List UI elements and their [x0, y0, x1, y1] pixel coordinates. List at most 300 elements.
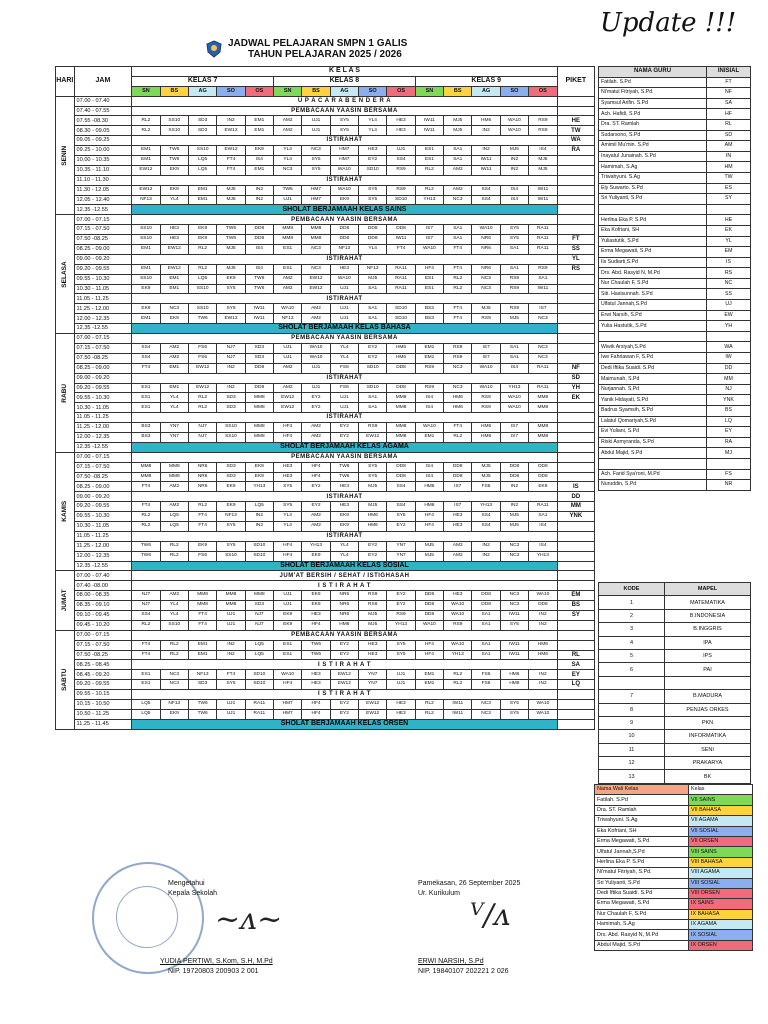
time-slot: 07.15 - 07.50: [74, 462, 132, 472]
schedule-row: [56, 719, 595, 729]
schedule-row: [56, 462, 595, 472]
homeroom-class: VII BAHASA: [689, 805, 753, 815]
schedule-cell: EK9: [245, 146, 273, 156]
schedule-cell: YN7: [387, 541, 415, 551]
event-banner: ISTIRAHAT: [132, 531, 557, 541]
duty-teacher: [557, 185, 594, 195]
schedule-cell: RL2: [415, 185, 443, 195]
schedule-row: [56, 561, 595, 571]
stream-header: SN: [415, 86, 443, 96]
schedule-cell: UJ1: [217, 709, 245, 719]
schedule-cell: NC3: [529, 314, 558, 324]
teacher-name: Abdul Majid, S.Pd: [599, 448, 707, 459]
duty-teacher: [557, 700, 594, 710]
teacher-initial: TW: [707, 172, 751, 183]
event-banner: PEMBACAAN YAASIN BERSAMA: [132, 630, 557, 640]
duty-teacher: [557, 314, 594, 324]
schedule-cell: MJ5: [529, 156, 558, 166]
schedule-cell: UJ1: [302, 126, 330, 136]
schedule-cell: RS9: [529, 116, 558, 126]
subject-row: [599, 743, 751, 756]
schedule-cell: ES1: [132, 393, 160, 403]
schedule-cell: NC3: [160, 670, 188, 680]
schedule-cell: RS9: [529, 126, 558, 136]
schedule-cell: YL4: [274, 146, 302, 156]
schedule-cell: YL4: [330, 541, 358, 551]
schedule-cell: EM1: [415, 432, 443, 442]
homeroom-class: VII ORSEN: [689, 836, 753, 846]
teacher-name: Wiwik Arsiyah,S.Pd: [599, 342, 707, 353]
teacher-initial: MM: [707, 374, 751, 385]
subject-name: B.INDONESIA: [665, 609, 751, 622]
schedule-cell: IS4: [529, 521, 558, 531]
teacher-name: Erma Megawati, S.Pd: [599, 247, 707, 258]
teacher-name: Ach. Hafidi, S.Pd: [599, 109, 707, 120]
schedule-row: [56, 353, 595, 363]
duty-teacher: [557, 630, 594, 640]
event-banner: ISTIRAHAT: [132, 136, 557, 146]
schedule-cell: WA10: [444, 601, 472, 611]
schedule-cell: HE3: [302, 680, 330, 690]
schedule-cell: ES1: [415, 284, 443, 294]
schedule-cell: WA10: [529, 591, 558, 601]
duty-teacher: [557, 620, 594, 630]
stream-header: OS: [387, 86, 415, 96]
duty-teacher: [557, 274, 594, 284]
schedule-cell: RS9: [387, 185, 415, 195]
schedule-cell: SS10: [217, 432, 245, 442]
duty-teacher: EM: [557, 591, 594, 601]
schedule-cell: HM6: [415, 482, 443, 492]
schedule-cell: IN2: [472, 541, 500, 551]
schedule-cell: HM6: [472, 423, 500, 433]
duty-teacher: [557, 106, 594, 116]
duty-teacher: [557, 432, 594, 442]
event-banner: PEMBACAAN YAASIN BERSAMA: [132, 452, 557, 462]
schedule-row: [56, 136, 595, 146]
schedule-cell: DD8: [387, 383, 415, 393]
schedule-cell: SY5: [217, 680, 245, 690]
schedule-cell: RS9: [415, 363, 443, 373]
schedule-cell: HM6: [472, 116, 500, 126]
schedule-cell: IN2: [500, 502, 528, 512]
schedule-cell: IN2: [500, 482, 528, 492]
schedule-cell: AM2: [274, 363, 302, 373]
event-banner: ISTIRAHAT: [132, 294, 557, 304]
headmaster-name: YUDIA PERTIWI, S.Kom, S.H, M.Pd: [160, 958, 273, 965]
left-sign-label1: Mengetahui: [168, 880, 205, 887]
schedule-row: [56, 343, 595, 353]
schedule-row: [56, 215, 595, 225]
subject-name: PKN: [665, 716, 751, 729]
schedule-cell: SA1: [359, 393, 387, 403]
schedule-cell: MJ5: [217, 195, 245, 205]
schedule-cell: EK9: [160, 185, 188, 195]
schedule-cell: EM1: [415, 343, 443, 353]
duty-teacher: [557, 719, 594, 729]
teacher-row: [599, 289, 751, 300]
schedule-cell: SD10: [245, 670, 273, 680]
schedule-cell: BS3: [132, 432, 160, 442]
homeroom-row: [595, 888, 753, 898]
schedule-cell: SD10: [359, 165, 387, 175]
schedule-cell: WA10: [472, 363, 500, 373]
schedule-cell: MM8: [274, 235, 302, 245]
schedule-cell: RL2: [160, 541, 188, 551]
time-slot: 09.00 - 09.20: [74, 254, 132, 264]
time-slot: 11.25 - 11.45: [74, 719, 132, 729]
schedule-cell: RS9: [472, 393, 500, 403]
schedule-cell: MJ5: [472, 472, 500, 482]
schedule-cell: SY5: [330, 126, 358, 136]
schedule-cell: EM1: [245, 126, 273, 136]
schedule-cell: YL4: [160, 610, 188, 620]
schedule-cell: MM8: [160, 472, 188, 482]
schedule-row: [56, 472, 595, 482]
time-slot: 12.35 -12.55: [74, 561, 132, 571]
teacher-initial: HF: [707, 109, 751, 120]
schedule-cell: TW6: [245, 274, 273, 284]
schedule-cell: SD3: [217, 403, 245, 413]
schedule-cell: SS4: [472, 195, 500, 205]
duty-teacher: [557, 304, 594, 314]
time-slot: 10.30 - 11.05: [74, 521, 132, 531]
duty-teacher: [557, 215, 594, 225]
schedule-cell: LQ5: [245, 640, 273, 650]
schedule-cell: NC3: [500, 591, 528, 601]
duty-teacher: [557, 541, 594, 551]
schedule-cell: HM6: [359, 512, 387, 522]
time-slot: 08.25 - 09.00: [74, 363, 132, 373]
schedule-row: [56, 294, 595, 304]
schedule-cell: SD3: [188, 126, 216, 136]
schedule-cell: HE3: [330, 502, 358, 512]
homeroom-class-header: Kelas: [689, 785, 753, 795]
duty-teacher: [557, 581, 594, 591]
schedule-cell: MJ5: [444, 126, 472, 136]
schedule-cell: FT4: [444, 264, 472, 274]
schedule-cell: ES1: [415, 156, 443, 166]
prayer-banner: SHOLAT BERJAMAAH KELAS BAHASA: [132, 324, 557, 334]
schedule-cell: SY5: [217, 521, 245, 531]
teacher-row: [599, 300, 751, 311]
schedule-cell: YN7: [160, 432, 188, 442]
schedule-cell: IS4: [245, 264, 273, 274]
schedule-cell: SD10: [359, 383, 387, 393]
schedule-cell: EM1: [415, 680, 443, 690]
teacher-row: [599, 183, 751, 194]
schedule-cell: RS9: [444, 343, 472, 353]
schedule-cell: EW12: [302, 284, 330, 294]
teacher-name: Syamsul Arifin. S.Pd: [599, 98, 707, 109]
duty-teacher: [557, 175, 594, 185]
homeroom-class: VIII SAINS: [689, 847, 753, 857]
subject-code: 12: [599, 757, 665, 770]
schedule-cell: SA1: [500, 264, 528, 274]
teacher-initial: IW: [707, 353, 751, 364]
schedule-cell: NR6: [188, 482, 216, 492]
schedule-row: [56, 195, 595, 205]
schedule-cell: WA10: [444, 640, 472, 650]
schedule-cell: RS9: [472, 403, 500, 413]
teacher-row: [599, 384, 751, 395]
teacher-initial: SD: [707, 130, 751, 141]
teacher-initial: DD: [707, 363, 751, 374]
schedule-cell: SA1: [359, 314, 387, 324]
schedule-cell: RS9: [444, 620, 472, 630]
schedule-cell: IN2: [500, 165, 528, 175]
duty-teacher: [557, 521, 594, 531]
schedule-cell: SS10: [160, 126, 188, 136]
homeroom-teacher: Fatilah. S.Pd: [595, 795, 689, 805]
schedule-cell: AM2: [444, 551, 472, 561]
schedule-cell: NC3: [472, 284, 500, 294]
teacher-initial: LQ: [707, 416, 751, 427]
schedule-cell: YH13: [415, 195, 443, 205]
subject-row: [599, 716, 751, 729]
time-slot: 07.55 -08.30: [74, 116, 132, 126]
schedule-cell: HF4: [415, 512, 443, 522]
schedule-cell: LQ5: [245, 502, 273, 512]
duty-teacher: FT: [557, 235, 594, 245]
teacher-name: Dedi Iftika Suaidi. S.Pd: [599, 363, 707, 374]
schedule-cell: MJ5: [359, 610, 387, 620]
teacher-name: Nuruddin, S.Pd: [599, 480, 707, 491]
duty-teacher: [557, 353, 594, 363]
schedule-cell: HF4: [274, 680, 302, 690]
schedule-cell: DD8: [387, 363, 415, 373]
day-label: RABU: [56, 334, 75, 453]
time-slot: 07.00 - 07.40: [74, 571, 132, 581]
schedule-cell: EM1: [132, 264, 160, 274]
teacher-name: Nur Chaulah F, S.Pd: [599, 278, 707, 289]
schedule-cell: RA11: [387, 274, 415, 284]
schedule-cell: IW11: [529, 195, 558, 205]
stream-header: AG: [330, 86, 358, 96]
schedule-cell: EM1: [160, 284, 188, 294]
teacher-row: [599, 236, 751, 247]
schedule-row: [56, 700, 595, 710]
schedule-cell: SS4: [472, 521, 500, 531]
homeroom-row: [595, 920, 753, 930]
event-banner: U P A C A R A B E N D E R A: [132, 96, 557, 106]
schedule-cell: HM7: [274, 709, 302, 719]
schedule-cell: RA11: [245, 700, 273, 710]
schedule-cell: HM6: [387, 353, 415, 363]
schedule-cell: IS4: [500, 195, 528, 205]
subject-name: IPA: [665, 636, 751, 649]
schedule-cell: YL4: [330, 343, 358, 353]
schedule-row: [56, 116, 595, 126]
teacher-initial: IS: [707, 257, 751, 268]
homeroom-teacher: Ulfatul Jannah,S.Pd: [595, 847, 689, 857]
schedule-cell: HM7: [330, 146, 358, 156]
schedule-row: [56, 225, 595, 235]
schedule-cell: HM6: [529, 640, 558, 650]
schedule-cell: IW11: [500, 650, 528, 660]
schedule-cell: TW6: [188, 709, 216, 719]
schedule-cell: SD3: [245, 601, 273, 611]
subject-name: MATEMATIKA: [665, 596, 751, 609]
prayer-banner: SHOLAT BERJAMAAH KELAS SOSIAL: [132, 561, 557, 571]
teacher-name-header: NAMA GURU: [599, 67, 707, 78]
schedule-cell: WA10: [415, 245, 443, 255]
subject-code: 4: [599, 636, 665, 649]
schedule-cell: NC3: [444, 383, 472, 393]
schedule-row: [56, 334, 595, 344]
prayer-banner: SHOLAT BERJAMAAH KELAS AGAMA: [132, 442, 557, 452]
schedule-cell: HM6: [330, 620, 358, 630]
schedule-row: [56, 156, 595, 166]
kelas-header: KELAS 8: [274, 76, 416, 86]
schedule-cell: WA10: [444, 610, 472, 620]
teacher-name: Lalatul Qomariyah,S.Pd: [599, 416, 707, 427]
schedule-cell: YL4: [274, 156, 302, 166]
schedule-cell: FS6: [330, 363, 358, 373]
schedule-cell: FT4: [217, 156, 245, 166]
schedule-cell: EY2: [359, 551, 387, 561]
teacher-initial: [707, 331, 751, 342]
schedule-cell: EY2: [387, 601, 415, 611]
teacher-row: [599, 363, 751, 374]
schedule-cell: ES1: [132, 403, 160, 413]
schedule-cell: EW12: [330, 680, 358, 690]
schedule-cell: YL4: [160, 403, 188, 413]
schedule-cell: IN2: [245, 521, 273, 531]
schedule-cell: ES1: [132, 383, 160, 393]
schedule-cell: EW12: [302, 274, 330, 284]
curriculum-signature: ⱽ/ᴧ: [470, 898, 511, 933]
event-banner: PEMBACAAN YAASIN BERSAMA: [132, 215, 557, 225]
schedule-cell: IN2: [529, 670, 558, 680]
schedule-cell: IN2: [217, 640, 245, 650]
schedule-cell: NJ7: [188, 432, 216, 442]
homeroom-class: VIII ORSEN: [689, 888, 753, 898]
schedule-cell: RL2: [444, 432, 472, 442]
teacher-row: [599, 427, 751, 438]
schedule-row: [56, 650, 595, 660]
teacher-name: Yanik Hidayati, S.Pd: [599, 395, 707, 406]
schedule-cell: IS4: [529, 541, 558, 551]
schedule-row: [56, 640, 595, 650]
teacher-name: Iis Sudiarti,S.Pd: [599, 257, 707, 268]
schedule-cell: AM2: [302, 432, 330, 442]
schedule-cell: EK9: [160, 709, 188, 719]
schedule-row: [56, 274, 595, 284]
schedule-cell: SY5: [387, 640, 415, 650]
schedule-cell: YN7: [160, 423, 188, 433]
stream-header: SN: [274, 86, 302, 96]
schedule-cell: RL2: [160, 650, 188, 660]
teacher-initial: RS: [707, 268, 751, 279]
schedule-cell: YL4: [274, 512, 302, 522]
schedule-cell: IS7: [415, 235, 443, 245]
schedule-cell: IN2: [217, 650, 245, 660]
duty-teacher: RS: [557, 264, 594, 274]
duty-teacher: YL: [557, 254, 594, 264]
schedule-row: [56, 423, 595, 433]
duty-teacher: SY: [557, 610, 594, 620]
schedule-cell: EK9: [188, 225, 216, 235]
schedule-cell: IN2: [529, 610, 558, 620]
duty-teacher: [557, 195, 594, 205]
schedule-cell: AM2: [274, 116, 302, 126]
teacher-row: [599, 416, 751, 427]
subject-row: [599, 770, 751, 783]
schedule-cell: IW11: [500, 610, 528, 620]
homeroom-teacher: Abdul Majid, S.Pd: [595, 940, 689, 950]
event-banner: ISTIRAHAT: [132, 175, 557, 185]
schedule-cell: SA1: [359, 304, 387, 314]
event-banner: JUM'AT BERSIH / SEHAT / ISTIGHASAH: [132, 571, 557, 581]
schedule-cell: RL2: [444, 680, 472, 690]
homeroom-teacher: Sri Yuliyanti, S.Pd: [595, 878, 689, 888]
schedule-cell: AM2: [274, 284, 302, 294]
schedule-cell: WA10: [302, 353, 330, 363]
schedule-cell: HE3: [359, 640, 387, 650]
schedule-cell: MM8: [245, 393, 273, 403]
schedule-cell: FS6: [472, 670, 500, 680]
schedule-cell: SY5: [217, 541, 245, 551]
schedule-cell: SY5: [330, 116, 358, 126]
schedule-cell: EK9: [188, 235, 216, 245]
time-slot: 12.00 - 12.35: [74, 432, 132, 442]
schedule-cell: HF4: [415, 640, 443, 650]
teacher-name: Ulfatul Jannah,S.Pd: [599, 300, 707, 311]
schedule-cell: SD3: [245, 353, 273, 363]
schedule-cell: EY2: [330, 640, 358, 650]
schedule-cell: SY5: [274, 482, 302, 492]
homeroom-row: [595, 878, 753, 888]
teacher-row: [599, 141, 751, 152]
schedule-cell: HM6: [359, 521, 387, 531]
schedule-cell: EM1: [132, 314, 160, 324]
schedule-cell: HF4: [274, 551, 302, 561]
homeroom-teacher: Hamimah, S.Ag: [595, 920, 689, 930]
duty-teacher: BS: [557, 601, 594, 611]
teacher-row: [599, 77, 751, 88]
subject-row: [599, 596, 751, 609]
schedule-cell: DD8: [245, 363, 273, 373]
schedule-cell: HF4: [274, 432, 302, 442]
duty-teacher: [557, 561, 594, 571]
teacher-row: [599, 162, 751, 173]
duty-teacher: SA: [557, 660, 594, 670]
schedule-cell: TW6: [302, 650, 330, 660]
schedule-cell: IS4: [500, 185, 528, 195]
duty-teacher: WA: [557, 136, 594, 146]
teacher-row: [599, 151, 751, 162]
subject-row: [599, 636, 751, 649]
schedule-row: [56, 165, 595, 175]
schedule-cell: SY5: [387, 512, 415, 522]
schedule-cell: SS10: [188, 284, 216, 294]
time-slot: 11.25 - 12.00: [74, 423, 132, 433]
schedule-cell: AM2: [444, 165, 472, 175]
schedule-cell: DD8: [387, 462, 415, 472]
prayer-banner: SHOLAT BERJAMAAH KELAS SAINS: [132, 205, 557, 215]
schedule-cell: RL2: [188, 393, 216, 403]
curriculum-name: ERWI NARSIH, S.Pd: [418, 958, 484, 965]
kelas-header: KELAS 9: [415, 76, 557, 86]
schedule-cell: MM8: [188, 601, 216, 611]
schedule-cell: EK9: [245, 462, 273, 472]
schedule-cell: HM7: [302, 195, 330, 205]
schedule-cell: YH13: [500, 383, 528, 393]
schedule-cell: TW6: [217, 225, 245, 235]
teacher-initial: NR: [707, 480, 751, 491]
teacher-name: Evi Yuliani, S.Pd: [599, 427, 707, 438]
